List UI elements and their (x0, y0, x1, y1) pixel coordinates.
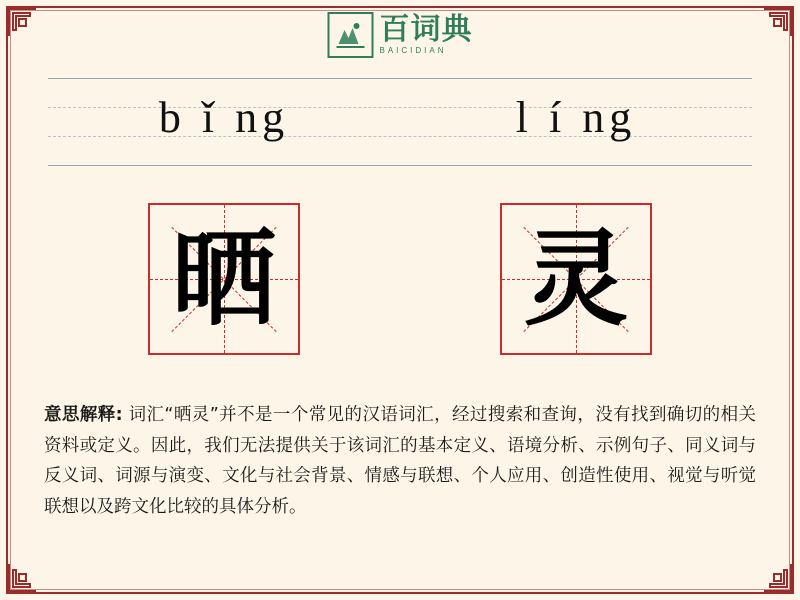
explanation-body: 词汇“晒灵”并不是一个常见的汉语词汇，经过搜索和查询，没有找到确切的相关资料或定义。因此，我们无法提供关于该词汇的基本定义、语境分析、示例句子、同义词与反义词、词源与演变、文化与社会背景、情感与联想、个人应用、创造性使用、视觉与听觉联想以及跨文化比较的具体分析。 (44, 405, 757, 517)
site-logo[interactable] (328, 12, 473, 58)
staff-line-bottom (48, 165, 752, 166)
pinyin-text: l í ng (515, 93, 637, 142)
corner-ornament-icon (4, 4, 38, 38)
explanation-paragraph (44, 400, 756, 523)
character-glyph: 灵 (523, 218, 628, 340)
logo-text (379, 12, 473, 55)
logo-title-cn: 百词典 (379, 12, 473, 47)
tianzige-box (148, 203, 300, 355)
seal-stamp-icon (328, 12, 374, 58)
character-grid-row (48, 198, 752, 360)
logo-title-en: BAICIDIAN (379, 46, 447, 55)
corner-ornament-icon (4, 562, 38, 596)
tianzige-box (500, 203, 652, 355)
pinyin-cell (48, 78, 400, 165)
explanation-label: 意思解释: (44, 405, 123, 425)
character-cell (48, 198, 400, 360)
pinyin-cell (400, 78, 752, 165)
corner-ornament-icon (762, 4, 796, 38)
pinyin-text: b ǐ ng (158, 93, 290, 142)
pinyin-row (48, 78, 752, 165)
character-glyph: 晒 (171, 218, 276, 340)
pinyin-staff (48, 78, 752, 168)
corner-ornament-icon (762, 562, 796, 596)
character-cell (400, 198, 752, 360)
